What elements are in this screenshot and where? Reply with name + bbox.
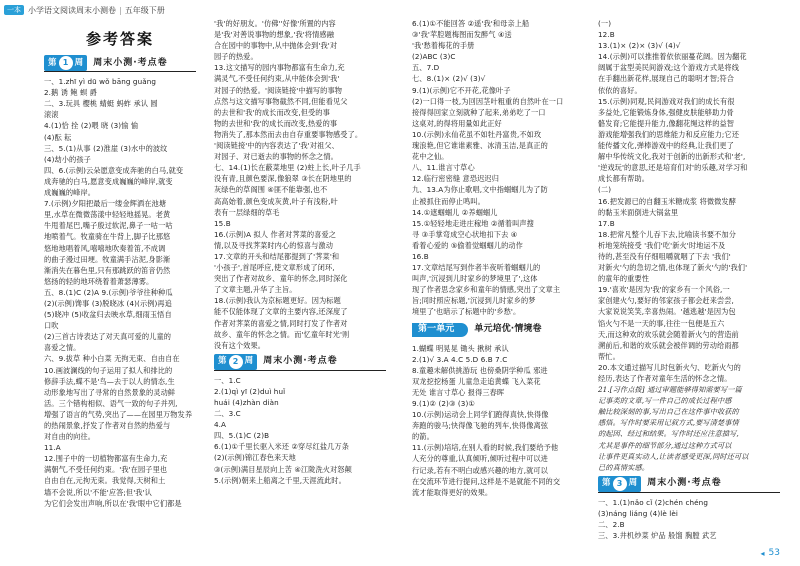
answer-line: 17.B <box>598 218 615 228</box>
answer-line: (2)三首古诗表达了对天真可爱的儿童的 <box>44 332 172 342</box>
unit-tag: 第一单元 <box>412 323 468 336</box>
answer-line: 16.(示例)A 拟人 作者对荠菜的喜爱之 <box>214 229 337 239</box>
answer-line: 的箭。 <box>412 432 434 442</box>
answer-line: 二、3.玩具 樱桃 蜻蜓 蚂蚱 承认 圆 <box>44 99 158 109</box>
column-1 <box>44 18 196 566</box>
answer-line: 尤其是事件的细节部分,通过这种方式可以 <box>598 440 732 450</box>
answer-line: 解中华传统文化,我对于创新的出新形式和'老', <box>598 152 746 162</box>
answer-line: 喜爱之情。 <box>44 343 81 353</box>
answer-line: 四、5.(1)C (2)B <box>214 431 270 441</box>
answer-line: 一、1.C <box>214 375 241 385</box>
answer-line: 游戏能增强我们的思维能力和反应能力;它还 <box>598 129 739 139</box>
answer-line: 已的真情实感。 <box>598 462 650 472</box>
answer-line: 4.(1)恰 拴 (2)喂 晓 (3)愉 愉 <box>44 121 139 131</box>
answer-line: ③'我'苹腔题梅图而发醉气 ④送 <box>412 30 512 40</box>
answer-line: 触比较深刻的事,写出自己在这件事中收获的 <box>598 407 739 417</box>
answer-line: 是'我'对善说事物的想象,'我'将情感融 <box>214 30 335 40</box>
answer-line: 行记录,若有不明白或感兴趣的地方,就可以 <box>412 465 548 475</box>
week-tag-suffix: 周 <box>74 57 84 68</box>
answer-line: 了文章主题,升华了主旨。 <box>214 285 297 295</box>
answer-line: 满朝气,不受任何约束。'我'在园子里也 <box>44 465 168 475</box>
answer-line: 大家说说笑笑,幸喜热闹。'越逃越'是因为包 <box>598 307 736 317</box>
answer-line: 的起因、经过和结果。写作时还应注意描写, <box>598 429 739 439</box>
answer-line: (2)ABC (3)C <box>412 52 456 62</box>
answer-line: 帮忙。 <box>598 351 620 361</box>
section-title: 周末小测·考点卷 <box>647 478 722 489</box>
answer-line: (2)一口得一枝,为回因茎叶粗重的自然叶在一口 <box>412 96 564 106</box>
answer-line: 阔属于盆型美民间游戏;这个游戏方式是将线 <box>598 63 739 73</box>
answer-line: 1.蝴蝶 明晃晃 锄头 揪树 承认 <box>412 343 509 353</box>
answer-line: 物消失了,那本然而去由自存重要事物感受了。 <box>214 129 363 139</box>
answer-line: 21.[习作点拨] 通过审题能够得知需要写一篇 <box>598 385 742 395</box>
answer-line: 对园子、对已逝去的事物的怀念之情。 <box>214 152 338 162</box>
answer-line: '阅读链接'中的内容表达了'我'对祖父、 <box>214 141 339 151</box>
answer-line: 18.把常凡整个儿吞下去,比喻读书要不加分 <box>598 229 737 239</box>
week-number: 1 <box>59 56 73 70</box>
answer-line: 13.(1)× (2)× (3)√ (4)√ <box>598 41 681 51</box>
week-tag <box>598 476 641 492</box>
answer-line: 的黏玉米面倒进大锅盆里 <box>598 207 679 217</box>
answer-line: 没有这个效果。 <box>214 340 266 350</box>
answer-list <box>412 343 592 498</box>
answer-line: 11.(示例)培培,在别人看的时候,我们要给予他 <box>412 443 559 453</box>
answer-line: 里,水草在微微荡漾中轻轻地摇晃。老黄 <box>44 210 171 220</box>
answer-line: 一、1.zhī yì dū wǒ bāng guǎng <box>44 77 157 87</box>
answer-line: 高高始着,颜色变成灰黄,叶子有浅粉,叶 <box>214 196 338 206</box>
answer-line: 境里了'也暗示了标题中的'乡愁'。 <box>412 307 521 317</box>
answer-line: 修辞手法,蝶不是'鸟—去于以人的情态,生 <box>44 376 175 386</box>
answer-line: 五、7.D <box>412 63 440 73</box>
answer-line: 6.(1)①不能回答 ②遥'我'和母亲上船 <box>412 19 530 28</box>
answer-line: 流才能取得更好的效果。 <box>412 487 493 497</box>
answer-line: 七、14.(1)长在蔽菜地里 (2)蛀上长,叶子几手 <box>214 163 361 173</box>
answer-line: 19.'喜欢'是因为'我'的家乡有一个风俗,一 <box>598 285 730 295</box>
answer-line: 二、3.C <box>214 409 241 419</box>
answer-line: '逆戏玩'的意思,还是培育们对'的乐趣,对学习和 <box>598 163 748 173</box>
answer-line: (2)(示例)锦江春色来天地 <box>214 453 296 463</box>
answer-line: 五、8.(1)C (2)A 9.(示例)爷爷往种种瓜 <box>44 287 173 297</box>
answer-line: (5)晓冲 (5)收盆归去映水草,细雨玉悟自 <box>44 310 172 320</box>
answer-line: 依依的喜好。 <box>598 85 642 95</box>
answer-line: 经历,表达了作者对童年生活的怀念之情。 <box>598 374 732 383</box>
answer-line: 15.B <box>214 218 231 228</box>
answer-line: 九、13.A为你止歌唱,文中指蝈蝈儿为了防 <box>412 185 548 195</box>
answer-line: 能不仅能体现了文章的主要内容,还深度了 <box>214 307 348 317</box>
answer-line: 15.①轻轻地走进庄稼地 ②循着叫声搜 <box>412 218 534 228</box>
week-tag-suffix: 周 <box>244 356 254 367</box>
answer-line: 感悟。写作时要采用记叙方式,要写清楚事情 <box>598 418 739 428</box>
answer-line: 在交流环节进行提问,这样是不是就能不同的交 <box>412 476 561 486</box>
week-tag <box>214 354 257 370</box>
answer-line: 四、6.(示例)云朵愿意变成奔驰的白马,就变 <box>44 165 184 175</box>
answer-line: 点然与这文描写事物截然不同,但能看见父 <box>214 96 348 106</box>
answer-line: '我'愁着梅花的手册 <box>412 41 475 51</box>
answer-line: 17.文章结尾写到作者半夜听着蝈蝈儿的 <box>412 263 541 273</box>
answer-line: 让事件更真实动人,让读者感受更深,同时还可以 <box>598 451 749 461</box>
page-title: 参考答案 <box>85 30 154 48</box>
writing-guide <box>598 384 780 473</box>
answer-line: 双龙挖挖杨蛋 儿童急走追黄蝶 飞入菜花 <box>412 376 541 386</box>
answer-line: 对自由的向往。 <box>44 432 96 442</box>
answer-line: 对园子的热爱。'阅读链接'中描写的事物 <box>214 85 343 95</box>
answer-line: 悠地地唱着风,嘻嘻地吹奏着笛,不成调 <box>44 243 166 253</box>
answer-line: 二、2.B <box>598 520 625 530</box>
answer-line: 口吹 <box>44 321 59 331</box>
answer-line: 2.鹅 诱 鲍 螟 爵 <box>44 88 98 98</box>
answer-line: 对新火'勺的急切之情,也体现了新火'勺的'我们' <box>598 263 748 273</box>
answer-line: 园子的热爱。 <box>214 52 258 62</box>
unit-header <box>412 322 592 339</box>
answer-line: 接得得回家立刻就种了起来,弟弟吃了一口 <box>412 107 546 117</box>
subsection-label: (二) <box>598 185 612 195</box>
page-number-text: 53 <box>768 548 780 558</box>
answer-line: 20.本文通过描写儿时包新火勺、吃新火勺的 <box>598 362 741 372</box>
answer-line: 14.①遮蝈蝈儿 ②养蝈蝈儿 <box>412 207 498 217</box>
section-header-week-1 <box>44 55 196 72</box>
answer-line: 叫声,'沉浸到儿时家乡的梦境里了',这体 <box>412 274 538 284</box>
answer-line: 2.(1)qì yī (2)duì huǐ <box>214 386 286 396</box>
column-2 <box>214 18 386 566</box>
answer-list <box>598 196 780 385</box>
answer-line: 记事类的文章,写一件自己的成长过程中感 <box>598 396 732 406</box>
answer-line: (3)náng liáng (4)lè lèi <box>598 508 678 518</box>
section-title: 周末小测·考点卷 <box>93 57 168 68</box>
answer-line: 六、9.拔草 种小白菜 无拘无束、自由自在 <box>44 354 180 364</box>
answer-line: 瑰浪艳,但它谁谁素雅、冰清玉洁,是真正的 <box>412 141 548 151</box>
week-tag-prefix: 第 <box>48 57 57 68</box>
answer-line: 增强了语言的气势,突出了——在园里万物发养 <box>44 409 193 419</box>
answer-list <box>412 18 592 318</box>
answer-line: 满灵气,不受任何约束,从中能体会到'我' <box>214 74 340 84</box>
answer-line: 12.临行密密缝 意恐迟迟归 <box>412 174 499 184</box>
answer-line: 滚滚 <box>44 110 59 120</box>
answer-line: 三、3.井机炒菜 炉品 般馏 胸膛 武艺 <box>598 531 717 541</box>
answer-line: 10.(示例)永仙花虽不如牡丹富贵,不如玫 <box>412 129 542 139</box>
answer-line: 的去世和'我'的成长而改变,但受的事 <box>214 107 330 117</box>
week-tag-suffix: 周 <box>628 478 638 489</box>
week-number: 3 <box>613 477 627 491</box>
answer-line: 的童年的重要性 <box>598 274 650 284</box>
answer-line: (4)劫小的孩子 <box>44 154 91 164</box>
page-number <box>761 548 780 558</box>
answer-line: 8.童趣未解供挑游玩 也傍桑阴学种瓜 邪进 <box>412 365 548 375</box>
answer-line: 在手翻出新花样,展现自己的聪明才智;符合 <box>598 74 735 84</box>
answer-line: (4)酝 耘 <box>44 132 72 142</box>
answer-line: 看着心爱的 ⑤偷着觉蝈蝈儿的动作 <box>412 240 523 250</box>
answer-line: 能传播文化,弹棒游戏中的经典,让我们更了 <box>598 141 734 151</box>
answer-line: 突出了作者对故乡、童年的怀念,同时深化 <box>214 274 348 284</box>
answer-line: 合在园中的事物中,从中抛体会到'我'对 <box>214 41 338 51</box>
answer-line: 骼发育;它能提升能力,像翻花绳这样的益智 <box>598 118 735 128</box>
week-tag <box>44 55 87 71</box>
answer-line: 一、1.(1)nǎo cǐ (2)chén chéng <box>598 497 708 507</box>
answer-line: 的热闹景象,抒发了作者对自然的热爱与 <box>44 421 171 430</box>
answer-line: 灰绿色的草阁围 ④匪不能靠强,也不 <box>214 185 328 195</box>
header-separator: | <box>119 5 122 15</box>
answer-line: 作者对荠菜的喜爱之情,同时打发了作者对 <box>214 318 348 328</box>
answer-line: 渐消失在暮色里,只有那跳跃的笛音仍然 <box>44 265 171 275</box>
answer-line: 止被抓住而停止鸣叫。 <box>412 196 485 206</box>
answer-list <box>598 497 780 541</box>
answer-line: 奔跑的骏马;快得像飞驰的列车,快得像离弦 <box>412 421 549 431</box>
answer-line: 6.(1)①千里长驱入米还 ②穿尽红盐几万条 <box>214 442 350 452</box>
answer-line: 现了作者思念家乡和童年的情感,突出了文章主 <box>412 285 561 295</box>
answer-line: 17.文章的开头和结尾都提到了'荠菜'和 <box>214 251 340 261</box>
column-4 <box>598 18 780 566</box>
answer-line: 13.这文描写的园内事物都富有生命力,充 <box>214 63 345 73</box>
brand-badge: 一本 <box>4 5 24 15</box>
answer-line: 馅火勺不是一天的事,往往一包便是五六 <box>598 318 725 328</box>
answer-line: 16.B <box>412 251 429 261</box>
header-bar <box>0 0 800 20</box>
answer-line: 待的,甚至没有仔细咀嚼就咽了下去 '我们' <box>598 251 731 261</box>
answer-line: (一) <box>598 19 612 28</box>
answer-line: 八、11.谁言寸草心 <box>412 163 475 173</box>
answer-line: 溯前后,和谐的欢乐就会被伴调的劳动给雨都 <box>598 340 739 350</box>
book-title: 小学语文阅读周末小测卷 <box>28 5 116 15</box>
answer-line: 14.(示例)可以推推着依依丽蔓花阔。因为翻花 <box>598 52 747 62</box>
week-tag-prefix: 第 <box>218 356 227 367</box>
answer-line: 花中之仙。 <box>412 152 449 162</box>
answer-line: 故乡、童年的怀念之情。而'忆童年时光'则 <box>214 329 350 339</box>
answer-line: ③(示例)满目星辰向上苦 ④江陇洗火对怒颠 <box>214 464 352 474</box>
answer-list <box>214 375 386 486</box>
answer-line: 活。三个错构相似、语气一致的句子并列, <box>44 398 178 408</box>
week-number: 2 <box>229 355 243 369</box>
answer-list <box>214 18 386 351</box>
answer-line: 牛甩着尾巴,嘴子殷过软泥,鼻子一咕一咕 <box>44 221 173 231</box>
week-tag-prefix: 第 <box>602 478 611 489</box>
unit-title: 单元培优·情境卷 <box>474 324 542 335</box>
answer-line: 9.(1)(示例)它不开花,花像叶子 <box>412 85 511 95</box>
answer-line: 成奔驰的白马,愿意变成巍巍的峰岸,就变 <box>44 176 173 186</box>
answer-line: 的曲子漫过田埂。牧童满手沾泥,身影渐 <box>44 254 171 264</box>
answer-line: 天,而这种欢的欢乐就会随着新火勺的营造前 <box>598 329 739 339</box>
answer-line: 物的去世和'我'的成长而改变,热爱的事 <box>214 118 338 128</box>
answer-line: 没有青,且颜色要深,像狼翠 ③长在阴地里的 <box>214 174 352 184</box>
answer-line: 为它们会发出声响,所以在'我'眼中它们都是 <box>44 498 182 508</box>
answer-line: 七、8.(1)× (2)√ (3)√ <box>412 74 486 84</box>
answer-line: 三、5.(1)从事 (2)淮崖 (3)水中的波纹 <box>44 143 168 153</box>
answer-line: 5.(示例)朝来上船离之千里,天涯流此时。 <box>214 475 346 485</box>
answer-line: 动形象地写出了寻常的自然景象的灵动鲜 <box>44 387 176 397</box>
answer-line: 16.把发源已的自翻玉米糖成浆 将微微发酵 <box>598 196 737 206</box>
answer-line: '小孩子',首尾呼应,使文章形成了闭环, <box>214 263 335 273</box>
answer-line: 18.(示例)我认为京标题更好。因为标题 <box>214 296 341 306</box>
answer-list <box>598 18 780 184</box>
answer-line: huái (4)zhàn diàn <box>214 398 279 407</box>
answer-line: 4.A <box>214 420 227 430</box>
answer-line: (2)(示例)馋事 (3)脱晓冰 (4)(示例)再追 <box>44 298 172 308</box>
answer-line: 墙不会说,所以'不能'应答;但'我'认 <box>44 487 152 497</box>
answer-line: 成长都有帮助。 <box>598 174 650 184</box>
answer-line: 表有一层绿细的草毛 <box>214 207 280 217</box>
answer-line: 地喷着气。牧童骑在牛背上,脚子比那悠 <box>44 232 171 242</box>
answer-line: 10.(示例)运动会上同学们跑得真快,快得像 <box>412 410 549 420</box>
answer-line: 寻 ③手掌弯成空心状地扣下去 ④ <box>412 229 518 239</box>
section-header-week-3 <box>598 476 780 493</box>
grade-label: 五年级下册 <box>124 5 165 15</box>
answer-line: 自由自在,元拘无束。我觉得,天树和土 <box>44 476 166 486</box>
answer-line: 7.(示例)夕阳把最后一缕金辉洒在池塘 <box>44 199 167 209</box>
answer-line: 析地笼统接受 '我们'吃'新火'时地运不及 <box>598 240 726 250</box>
section-header-week-2 <box>214 354 386 371</box>
answer-line: 人充分的尊重,认真倾听,倾听过程中可以进 <box>412 454 548 464</box>
answer-line: 家创建火勺,要好的邻家孩子都会赶来尝尝, <box>598 296 734 306</box>
answer-line: 15.(示例)同观,民间游戏对我们的成长有很 <box>598 96 735 106</box>
page-arrow-icon: ◂ <box>760 548 765 558</box>
answer-line: 这桌对,的得将用量如此正好 <box>412 118 502 128</box>
answer-line: 多益处,它能锻炼身体,强健皮肤能够助力骨 <box>598 107 734 117</box>
answer-line: 10.画波澜线的句子运用了拟人和排比的 <box>44 365 173 375</box>
answer-line: '我'的好朋友。'仿佛''好像'所置的内容 <box>214 19 336 28</box>
answer-line: 成巍巍的峰岸。 <box>44 188 96 198</box>
answer-line: 9.(1)② (2)③ (3)① <box>412 399 475 408</box>
answer-line: 情,以及寻找荠菜时内心的惊喜与激动 <box>214 240 333 250</box>
column-3 <box>412 18 592 566</box>
answer-line: 12.B <box>598 30 615 40</box>
answer-line: 2.(1)√ 3.A 4.C 5.D 6.B 7.C <box>412 354 508 364</box>
answer-line: 旨;同时照应标题,'沉浸到儿时家乡的梦 <box>412 296 536 306</box>
section-title: 周末小测·考点卷 <box>263 356 338 367</box>
answer-line: 无处 谁言寸草心 报得三春晖 <box>412 387 505 397</box>
answer-list <box>44 76 196 509</box>
answer-line: 悠扬的轻的地环绕着着萧瑟薄雾。 <box>44 276 154 286</box>
answer-line: 12.围子中的一切植物都富有生命力,充 <box>44 454 168 464</box>
answer-line: 11.A <box>44 443 61 453</box>
